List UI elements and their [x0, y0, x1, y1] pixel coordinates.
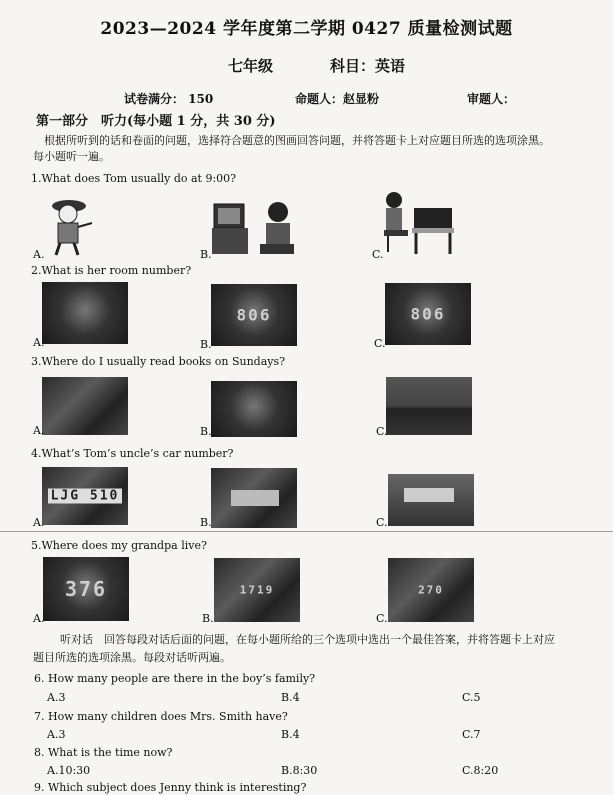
- q7-option-a: A.3: [47, 728, 66, 741]
- computer-boy-image: [208, 196, 298, 258]
- address-a-text: 376: [64, 577, 108, 601]
- q8-option-b: B.8:30: [281, 764, 318, 777]
- address-image-b: [214, 558, 300, 622]
- q5-option-c: C.: [376, 612, 388, 625]
- dialogue-instruction-2: 题目所选的选项涂黑。每段对话听两遍。: [33, 651, 231, 664]
- boy-cartoon-image: [42, 195, 97, 257]
- place-image-b: [211, 381, 297, 437]
- question-3-text: 3.Where do I usually read books on Sundays?: [31, 355, 286, 368]
- q3-option-c: C.: [376, 425, 388, 438]
- q3-option-a: A.: [33, 424, 45, 437]
- q6-option-c: C.5: [462, 691, 481, 704]
- q5-option-a: A.: [33, 612, 45, 625]
- q1-option-b: B.: [200, 248, 212, 261]
- subject-label: 科目：英语: [330, 57, 406, 75]
- full-marks-label: 试卷满分： 150: [124, 92, 214, 106]
- reviewer-label: 审题人：: [467, 92, 516, 106]
- question-7-text: 7. How many children does Mrs. Smith have?: [34, 710, 288, 723]
- question-6-text: 6. How many people are there in the boy’s family?: [34, 672, 316, 685]
- author-label: 命题人：赵显粉: [295, 92, 380, 106]
- q1-option-c: C.: [372, 248, 384, 261]
- part1-heading: 第一部分 听力(每小题 1 分，共 30 分): [36, 114, 276, 129]
- question-1-text: 1.What does Tom usually do at 9:00?: [31, 172, 237, 185]
- car-plate-image-a: [42, 467, 128, 525]
- piano-image: [380, 190, 455, 256]
- room-number-image-a: [42, 282, 128, 344]
- q2-option-a: A.: [33, 336, 45, 349]
- place-image-a: [42, 377, 128, 435]
- q4-option-b: B.: [200, 516, 212, 529]
- room-number-c-text: 806: [410, 304, 446, 324]
- part1-instruction-1: 根据所听到的话和卷面的问题，选择符合题意的图画回答问题，并将答题卡上对应题目所选的选项涂黑。: [44, 134, 550, 147]
- address-b-text: 1719: [239, 583, 275, 597]
- q7-option-b: B.4: [281, 728, 300, 741]
- q8-option-a: A.10:30: [47, 764, 91, 777]
- car-plate-image-b: [211, 468, 297, 528]
- q4-option-c: C.: [376, 516, 388, 529]
- q2-option-b: B.: [200, 338, 212, 351]
- exam-title: 2023—2024 学年度第二学期 0427 质量检测试题: [100, 19, 513, 39]
- q1-option-a: A.: [33, 248, 45, 261]
- q7-option-c: C.7: [462, 728, 481, 741]
- question-2-text: 2.What is her room number?: [31, 264, 192, 277]
- q4-option-a: A.: [33, 516, 45, 529]
- question-8-text: 8. What is the time now?: [34, 746, 173, 759]
- q6-option-a: A.3: [47, 691, 66, 704]
- room-number-image-c: [385, 283, 471, 345]
- dialogue-instruction-1: 听对话 回答每段对话后面的问题，在每小题所给的三个选项中选出一个最佳答案，并将答题卡上对应: [60, 633, 555, 646]
- grade-label: 七年级: [228, 57, 274, 75]
- car-plate-a-text: LJG 510: [48, 489, 122, 504]
- address-image-c: [388, 558, 474, 622]
- room-number-b-text: 806: [236, 305, 272, 325]
- q5-option-b: B.: [202, 612, 214, 625]
- q2-option-c: C.: [374, 337, 386, 350]
- car-plate-image-c: [388, 474, 474, 526]
- address-c-text: 270: [418, 583, 444, 597]
- place-image-c: [386, 377, 472, 435]
- page-fold-line: [0, 531, 613, 532]
- question-4-text: 4.What’s Tom’s uncle’s car number?: [31, 447, 234, 460]
- question-9-text: 9. Which subject does Jenny think is interesting?: [34, 781, 307, 794]
- part1-instruction-2: 每小题听一遍。: [33, 150, 110, 163]
- q8-option-c: C.8:20: [462, 764, 499, 777]
- q3-option-b: B.: [200, 425, 212, 438]
- room-number-image-b: [211, 284, 297, 346]
- question-5-text: 5.Where does my grandpa live?: [31, 539, 207, 552]
- address-image-a: [43, 557, 129, 621]
- q6-option-b: B.4: [281, 691, 300, 704]
